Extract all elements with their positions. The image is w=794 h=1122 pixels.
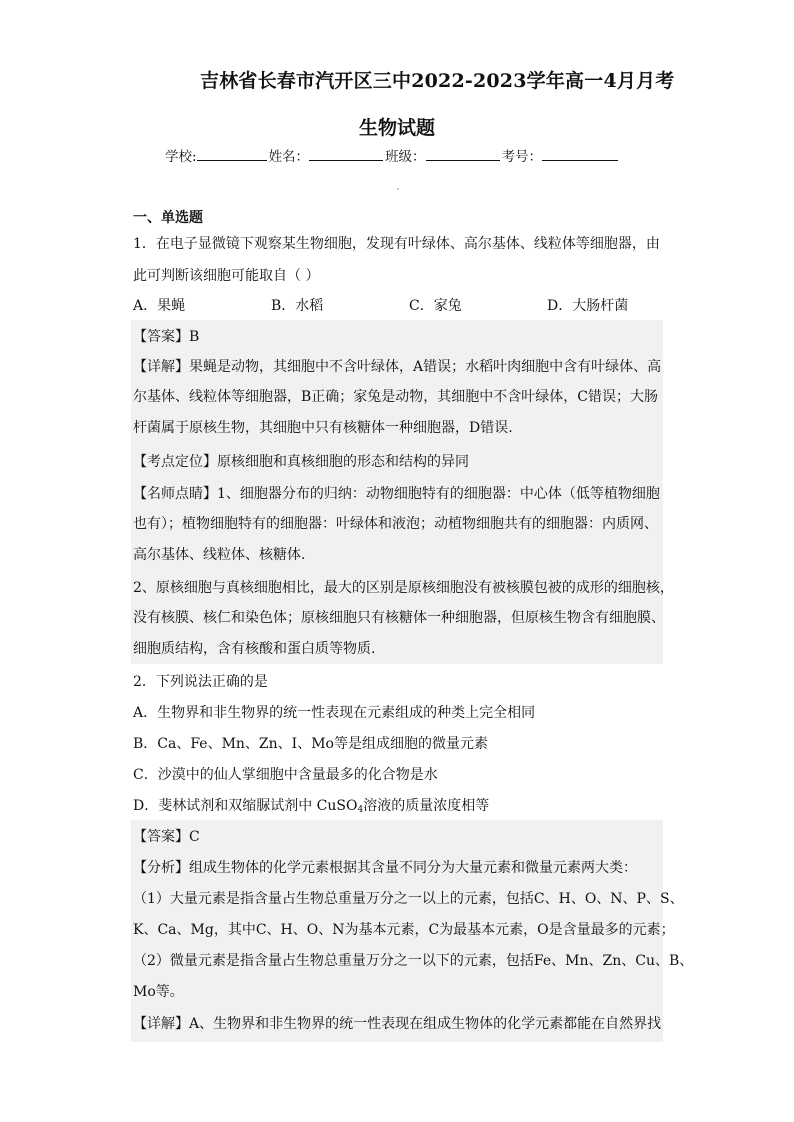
q1-stem-line2: 此可判断该细胞可能取自（ ） bbox=[133, 268, 320, 284]
decorative-dot bbox=[397, 188, 399, 190]
name-blank[interactable] bbox=[309, 146, 383, 161]
q1-comment-line2: 也有）；植物细胞特有的细胞器：叶绿体和液泡；动植物细胞共有的细胞器：内质网、 bbox=[133, 516, 658, 532]
name-label: 姓名： bbox=[268, 149, 310, 165]
q1-option-a: A．果蝇 bbox=[133, 298, 186, 314]
q2-option-c: C．沙漠中的仙人掌细胞中含量最多的化合物是水 bbox=[133, 767, 438, 783]
q2-option-a: A．生物界和非生物界的统一性表现在元素组成的种类上完全相同 bbox=[133, 705, 536, 721]
q1-detail-line2: 尔基体、线粒体等细胞器，B正确；家兔是动物，其细胞中不含叶绿体，C错误；大肠 bbox=[133, 389, 658, 405]
q2-detail: 【详解】A、生物界和非生物界的统一性表现在组成生物体的化学元素都能在自然界找 bbox=[133, 1016, 662, 1032]
class-label: 班级： bbox=[385, 149, 426, 165]
exam-title: 吉林省长春市汽开区三中2022-2023学年高一4月月考 bbox=[200, 70, 675, 92]
class-blank[interactable] bbox=[426, 146, 500, 161]
q2-analysis-line2: （1）大量元素是指含量占生物总重量万分之一以上的元素，包括C、H、O、N、P、S、 bbox=[133, 891, 684, 907]
q2-option-b: B．Ca、Fe、Mn、Zn、I、Mo等是组成细胞的微量元素 bbox=[133, 736, 488, 752]
q2-answer: 【答案】C bbox=[133, 829, 200, 845]
q2-analysis-line3: K、Ca、Mg，其中C、H、O、N为基本元素，C为最基本元素，O是含量最多的元素； bbox=[133, 922, 675, 938]
q1-comment-line6: 细胞质结构，含有核酸和蛋白质等物质. bbox=[133, 641, 376, 657]
q2-option-d bbox=[133, 796, 489, 820]
q1-comment-line5: 没有核膜、核仁和染色体；原核细胞只有核糖体一种细胞器，但原核生物含有细胞膜、 bbox=[133, 610, 665, 626]
school-blank[interactable] bbox=[197, 146, 267, 161]
exam-no-label: 考号： bbox=[501, 149, 543, 165]
q1-option-d: D．大肠杆菌 bbox=[547, 298, 629, 314]
exam-subtitle: 生物试题 bbox=[358, 117, 435, 139]
student-info-line bbox=[165, 145, 620, 165]
q1-answer: 【答案】B bbox=[133, 329, 200, 345]
q2-option-d-subscript: 4 bbox=[357, 805, 364, 815]
q1-location: 【考点定位】原核细胞和真核细胞的形态和结构的异同 bbox=[133, 454, 469, 470]
q2-stem: 2．下列说法正确的是 bbox=[133, 674, 268, 690]
q1-option-c: C．家兔 bbox=[409, 298, 462, 314]
q2-analysis-line1: 【分析】组成生物体的化学元素根据其含量不同分为大量元素和微量元素两大类： bbox=[133, 860, 637, 876]
q1-comment-line3: 高尔基体、线粒体、核糖体. bbox=[133, 547, 306, 563]
section-heading: 一、单选题 bbox=[133, 210, 203, 226]
q1-detail-line3: 杆菌属于原核生物，其细胞中只有核糖体一种细胞器，D错误. bbox=[133, 420, 513, 436]
q1-option-b: B．水稻 bbox=[271, 298, 324, 314]
q1-comment-line4: 2、原核细胞与真核细胞相比，最大的区别是原核细胞没有被核膜包被的成形的细胞核， bbox=[133, 580, 674, 596]
q2-analysis-line5: Mo等。 bbox=[133, 984, 184, 1000]
exam-no-blank[interactable] bbox=[542, 146, 618, 161]
q1-detail-line1: 【详解】果蝇是动物，其细胞中不含叶绿体，A错误；水稻叶肉细胞中含有叶绿体、高 bbox=[133, 359, 662, 375]
school-label: 学校: bbox=[165, 149, 197, 165]
q1-stem-line1: 1．在电子显微镜下观察某生物细胞，发现有叶绿体、高尔基体、线粒体等细胞器，由 bbox=[133, 236, 660, 252]
q2-option-d-text: D．斐林试剂和双缩脲试剂中 CuSO bbox=[133, 798, 358, 814]
q2-option-d-tail: 溶液的质量浓度相等 bbox=[363, 798, 490, 814]
q1-comment-line1: 【名师点睛】1、细胞器分布的归纳：动物细胞特有的细胞器：中心体（低等植物细胞 bbox=[133, 486, 660, 502]
q2-analysis-line4: （2）微量元素是指含量占生物总重量万分之一以下的元素，包括Fe、Mn、Zn、Cu、B、 bbox=[133, 953, 694, 969]
q1-options bbox=[133, 296, 628, 316]
